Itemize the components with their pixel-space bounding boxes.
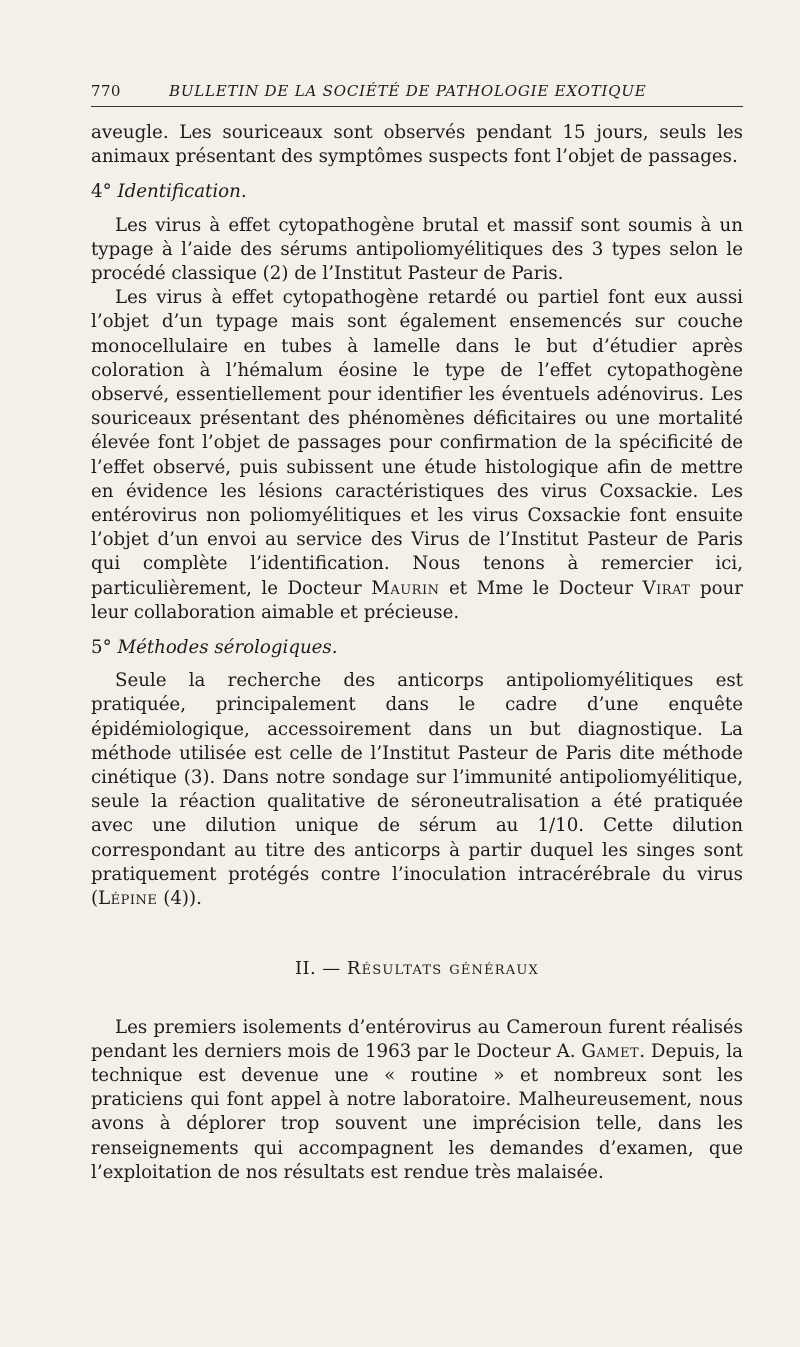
author-name: Virat [642, 577, 691, 599]
subheading-number: 5° [91, 637, 112, 659]
subheading-text: Identification. [117, 181, 247, 203]
subheading-serology [91, 636, 743, 660]
article-body [91, 121, 743, 1185]
text-run: et Mme le Docteur [448, 577, 634, 599]
text-run: Les virus à effet cytopathogène retardé ou partiel font eux aussi l’objet d’un typage mais sont également ensemencés sur couche monocellulaire en tubes à lamelle dans le but d’étudier après coloration à l’hémalum éosine le type de l’effet cytopathogène observé, essentiellement pour identifier les éventuels adénovirus. Les souriceaux présentant des phénomènes déficitaires ou une mortalité élevée font l’objet de passages pour confirmation de la spécificité de l’effet observé, puis subissent une étude histologique afin de mettre en évidence les lésions caractéristiques des virus Coxsackie. Les entérovirus non poliomyélitiques et les virus Coxsackie font ensuite l’objet d’un envoi au service des Virus de l’Institut Pasteur de Paris qui complète l’identification. Nous tenons à remercier ici, particulièrement, le Docteur [91, 287, 743, 599]
page-number: 770 [91, 82, 121, 100]
section-number: II. — [295, 958, 341, 980]
paragraph-3 [91, 286, 743, 625]
section-heading [91, 957, 743, 981]
text-run: (4)). [163, 888, 202, 910]
author-name: Gamet [581, 1040, 640, 1062]
subheading-identification [91, 180, 743, 204]
text-run: pour leur collaboration aimable et précieuse. [91, 577, 743, 623]
paragraph-1: aveugle. Les souriceaux sont observés pendant 15 jours, seuls les animaux présentant des symptômes suspects font l’objet de passages. [91, 122, 743, 168]
paragraph-5 [91, 1016, 743, 1185]
text-run: . Depuis, la technique est devenue une « routine » et nombreux sont les praticiens qui font appel à notre laboratoire. Malheureusement, nous avons à déplorer trop souvent une imprécision telle, dans les renseignements qui accompagnent les demandes d’examen, que l’exploitation de nos résultats est rendue très malaisée. [91, 1040, 743, 1183]
subheading-number: 4° [91, 181, 112, 203]
journal-title: BULLETIN DE LA SOCIÉTÉ DE PATHOLOGIE EXOTIQUE [169, 82, 647, 100]
paragraph-2: Les virus à effet cytopathogène brutal et massif sont soumis à un typage à l’aide des sérums antipoliomyélitiques des 3 types selon le procédé classique (2) de l’Institut Pasteur de Paris. [91, 214, 743, 285]
running-header [91, 82, 743, 107]
text-run: Seule la recherche des anticorps antipoliomyélitiques est pratiquée, principalement dans le cadre d’une enquête épidémiologique, accessoirement dans un but diagnostique. La méthode utilisée est celle de l’Institut Pasteur de Paris dite méthode cinétique (3). Dans notre sondage sur l’immunité antipoliomyélitique, seule la réaction qualitative de séroneutralisation a été pratiquée avec une dilution unique de sérum au 1/10. Cette dilution correspondant au titre des anticorps à partir duquel les singes sont pratiquement protégés contre l’inoculation intracérébrale du virus ( [91, 670, 743, 910]
text-run: Les premiers isolements d’entérovirus au Cameroun furent réalisés pendant les derniers mois de 1963 par le Docteur A. [91, 1016, 743, 1062]
subheading-text: Méthodes sérologiques. [117, 637, 338, 659]
page [91, 82, 743, 1185]
paragraph-4 [91, 669, 743, 911]
author-name: Maurin [371, 577, 440, 599]
author-name: Lépine [98, 888, 158, 910]
section-title: Résultats généraux [346, 958, 539, 980]
